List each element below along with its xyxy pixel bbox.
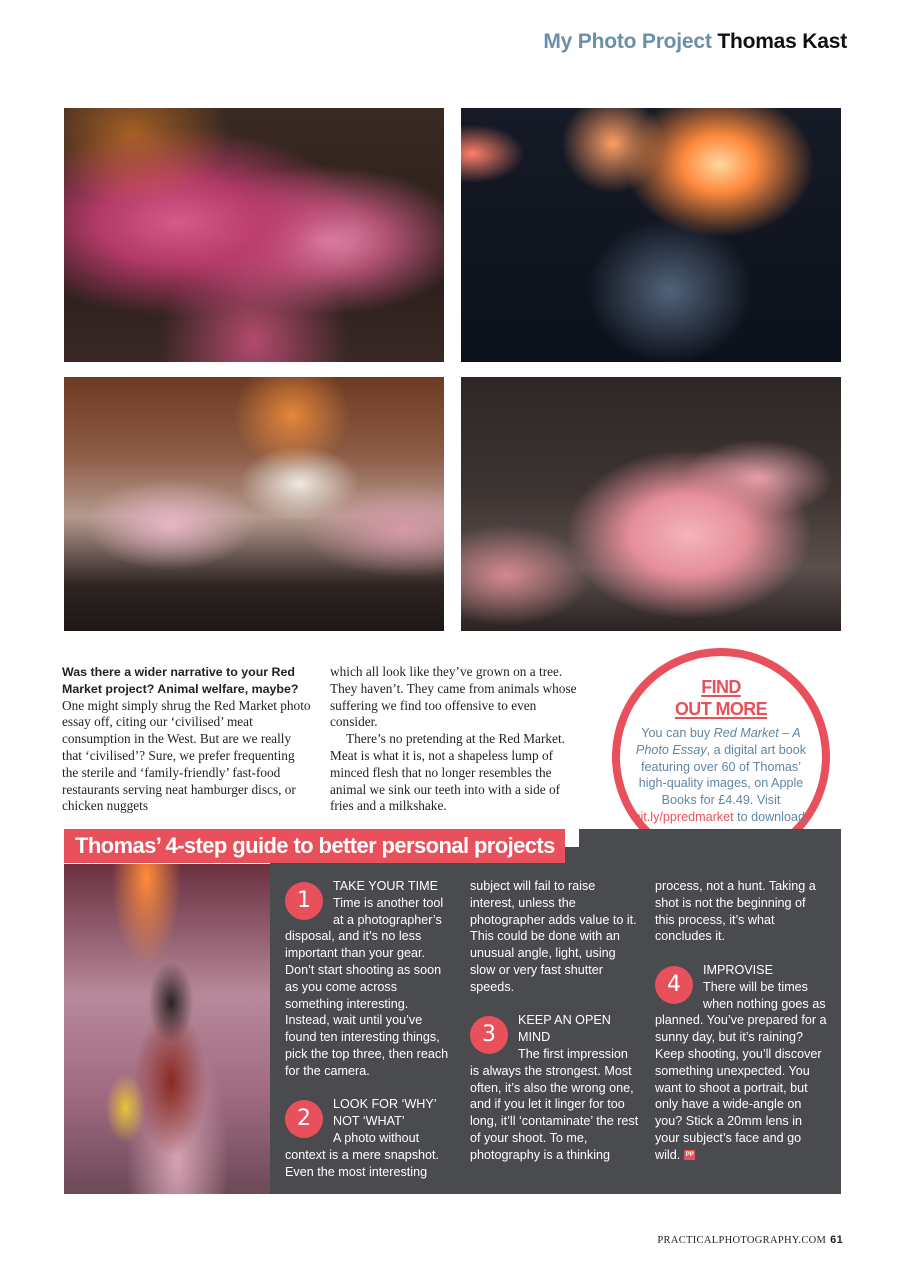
step-text: process, not a hunt. Taking a shot is not the beginning of this process, it’s what concludes it. bbox=[655, 879, 816, 944]
photo-hanging-meat bbox=[64, 108, 444, 362]
step-heading: IMPROVISE bbox=[703, 962, 773, 977]
step-text: A photo without context is a mere snapshot. Even the most interesting bbox=[285, 1130, 440, 1179]
section-title: My Photo Project bbox=[543, 30, 712, 53]
guide-panel-top bbox=[579, 829, 841, 847]
step-text: subject will fail to raise interest, unless the photographer adds value to it. This could be done with an unusual angle, light, using slow or very fast shutter speeds. bbox=[470, 879, 637, 994]
step-heading: TAKE YOUR TIME bbox=[333, 879, 438, 893]
step-heading: LOOK FOR ‘WHY’ NOT ‘WHAT’ bbox=[333, 1097, 437, 1129]
step-number-badge: 4 bbox=[655, 966, 693, 1004]
page-header bbox=[543, 30, 847, 54]
book-link[interactable]: bit.ly/ppredmarket bbox=[633, 809, 734, 824]
photographer-name: Thomas Kast bbox=[717, 30, 847, 53]
guide-column-3 bbox=[655, 878, 827, 1164]
article-column-1 bbox=[62, 664, 312, 815]
find-out-more-title: FIND OUT MORE bbox=[674, 677, 768, 719]
interview-question: Was there a wider narrative to your Red Market project? Animal welfare, maybe? bbox=[62, 665, 299, 696]
guide-title: Thomas’ 4-step guide to better personal projects bbox=[64, 829, 565, 863]
guide-column-1 bbox=[285, 878, 455, 1180]
article-column-2 bbox=[330, 664, 580, 815]
article-text: There’s no pretending at the Red Market. Meat is what it is, not a shapeless lump of minced flesh that no longer resembles the animal we sink our teeth into with a side of fries and a milkshake. bbox=[330, 731, 565, 814]
step-number-badge: 2 bbox=[285, 1100, 323, 1138]
photo-pig-head bbox=[461, 377, 841, 631]
step-text: There will be times when nothing goes as planned. You’ve prepared for a sunny day, but it’s raining? Keep shooting, you’ll discover something unexpected. You want to shoot a portrait, but only have a wide-angle on you? Stick a 20mm lens in your subject’s face and go wild. bbox=[655, 979, 827, 1162]
step-number-badge: 3 bbox=[470, 1016, 508, 1054]
photo-fish-vendor bbox=[64, 864, 270, 1194]
photo-butcher-lamps bbox=[461, 108, 841, 362]
footer-site: PRACTICALPHOTOGRAPHY.COM bbox=[657, 1235, 827, 1246]
article-text: One might simply shrug the Red Market photo essay off, citing our ‘civilised’ meat consumption in the West. But are we really that ‘civilised’? Sure, we prefer frequenting the sterile and ‘family-friendly’ fast-food restaurants serving neat hamburger discs, or chicken nuggets bbox=[62, 697, 311, 814]
article-text: which all look like they’ve grown on a tree. They haven’t. They came from animals whose suffering we find too offensive to even consider. bbox=[330, 664, 577, 730]
end-of-article-icon: PP bbox=[685, 1152, 694, 1159]
step-text: Time is another tool at a photographer’s disposal, and it’s no less important than your gear. Don’t start shooting as soon as you come across something interesting. Instead, wait until you’ve found ten interesting things, pick the top three, then reach for the camera. bbox=[285, 895, 449, 1078]
step-heading: KEEP AN OPEN MIND bbox=[518, 1013, 611, 1045]
step-text: The first impression is always the strongest. Most often, it’s also the wrong one, and if you let it linger for too long, it’ll ‘contaminate’ the rest of your shoot. To me, photography is a thinking bbox=[470, 1046, 639, 1162]
page-number: 61 bbox=[830, 1234, 843, 1246]
page-footer bbox=[657, 1234, 843, 1246]
step-number-badge: 1 bbox=[285, 882, 323, 920]
find-out-more-text: You can buy Red Market – A Photo Essay, a digital art book featuring over 60 of Thomas’ high-quality images, on Apple Books for £4.49. Visit bit.ly/ppredmarket to download. bbox=[633, 726, 809, 824]
photo-butcher-cleaver bbox=[64, 377, 444, 631]
guide-column-2 bbox=[470, 878, 640, 1164]
book-title: Red Market – A Photo Essay bbox=[635, 726, 801, 757]
